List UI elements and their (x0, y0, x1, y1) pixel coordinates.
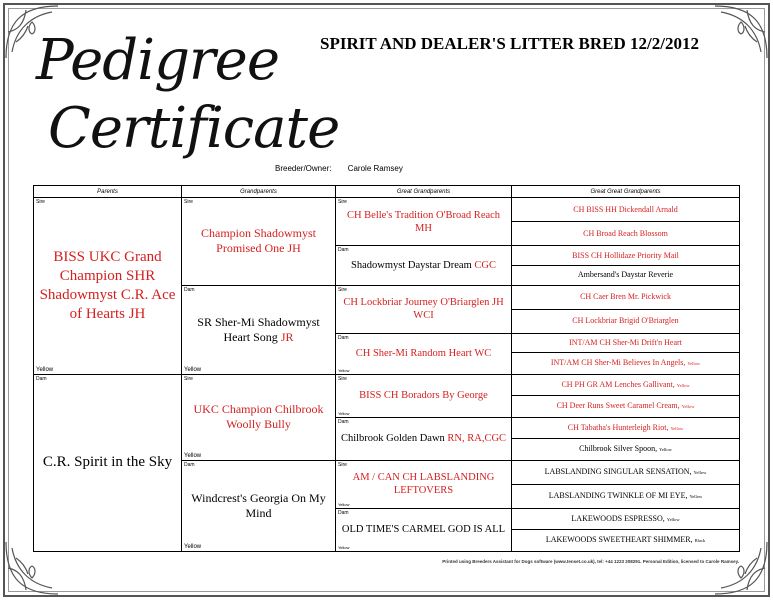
ggg-cell (512, 374, 740, 395)
ggg-cell (512, 309, 740, 333)
ggg-color: Black (694, 538, 706, 544)
header-great-great-grandparents: Great Great Grandparents (512, 186, 740, 198)
great-grandparent-name: Shadowmyst Daystar Dream (351, 259, 472, 271)
ggg-cell (512, 508, 740, 529)
ggg-cell (512, 460, 740, 484)
certificate-title-line-2: Certificate (48, 96, 340, 161)
parent-dam-name: C.R. Spirit in the Sky (42, 454, 173, 471)
title-suffix: CGC (474, 259, 496, 271)
ggg-cell (512, 353, 740, 374)
color-label: Yellow (184, 366, 202, 373)
grandparent-cell (182, 460, 336, 551)
ggg-color: Yellow (689, 493, 703, 499)
sire-tag: Sire (36, 199, 45, 205)
ggg-color: Yellow (659, 447, 672, 452)
grandparent-name: SR Sher-Mi Shadowmyst Heart Song (197, 314, 320, 344)
pedigree-header-row (34, 186, 740, 198)
ggg-name: CH Caer Bren Mr. Pickwick (580, 292, 671, 302)
dam-tag: Dam (184, 461, 195, 468)
great-grandparent-cell (336, 333, 512, 374)
parent-sire-cell (34, 198, 182, 375)
ggg-name: LAKEWOODS SWEETHEART SHIMMER, (545, 535, 693, 545)
dam-tag: Dam (338, 247, 349, 254)
breeder-value: Carole Ramsey (347, 164, 403, 173)
dam-tag: Dam (184, 286, 195, 293)
ggg-color: Yellow (687, 361, 701, 367)
breeder-label: Breeder/Owner: (275, 164, 332, 173)
color-label: Yellow (338, 367, 350, 373)
ggg-name: CH BISS HH Dickendall Arnald (573, 204, 678, 214)
sire-tag: Sire (184, 199, 193, 205)
title-suffix: JR (280, 329, 294, 344)
ggg-cell (512, 396, 740, 417)
corner-ornament-icon (711, 2, 771, 62)
header-parents: Parents (34, 186, 182, 198)
great-grandparent-name: CH Lockbriar Journey O'Briarglen JH WCI (343, 297, 504, 322)
dam-tag: Dam (36, 375, 47, 382)
printed-by-note: Printed using Breeders Assistant for Dogs software (www.tenset.co.uk), tel: +44 1223 208291. Personal Edition, licensed to Carole Ramsey. (442, 559, 739, 564)
color-label: Yellow (338, 501, 350, 507)
ggg-name: CH Deer Runs Sweet Caramel Cream, (556, 401, 680, 411)
sire-tag: Sire (338, 461, 347, 468)
great-grandparent-name: CH Belle's Tradition O'Broad Reach MH (346, 209, 501, 234)
breeder-owner (275, 164, 403, 173)
color-label: Yellow (338, 410, 350, 416)
great-grandparent-cell (336, 374, 512, 417)
sire-tag: Sire (338, 286, 347, 293)
sire-tag: Sire (338, 199, 347, 205)
great-grandparent-name: AM / CAN CH LABSLANDING LEFTOVERS (352, 472, 495, 497)
title-suffix: RN, RA,CGC (447, 433, 507, 445)
ggg-color: Yellow (676, 382, 690, 388)
ggg-name: LABSLANDING SINGULAR SENSATION, (544, 466, 692, 476)
ggg-name: CH PH GR AM Lenches Gallivant, (561, 379, 675, 389)
ggg-name: LAKEWOODS ESPRESSO, (571, 513, 665, 523)
ggg-cell (512, 333, 740, 353)
ggg-name: CH Broad Reach Blossom (583, 228, 668, 238)
header-great-grandparents: Great Grandparents (336, 186, 512, 198)
color-label: Yellow (184, 544, 202, 550)
ggg-cell (512, 285, 740, 309)
ggg-name: CH Tabatha's Hunterleigh Riot, (567, 422, 669, 432)
great-grandparent-cell (336, 417, 512, 460)
ggg-cell (512, 530, 740, 552)
great-grandparent-name: OLD TIME'S CARMEL GOD IS ALL (341, 524, 506, 536)
pedigree-table (33, 185, 740, 552)
great-grandparent-cell (336, 285, 512, 333)
dam-tag: Dam (338, 418, 349, 425)
ggg-cell (512, 417, 740, 438)
ggg-cell (512, 439, 740, 460)
ggg-name: Ambersand's Daystar Reverie (577, 270, 674, 280)
grandparent-cell (182, 285, 336, 374)
grandparent-cell (182, 374, 336, 460)
great-grandparent-name: Chilbrook Golden Dawn (340, 433, 445, 445)
ggg-color: Yellow (670, 425, 684, 431)
color-label: Yellow (338, 545, 350, 550)
ggg-cell (512, 222, 740, 246)
color-label: Yellow (184, 452, 202, 459)
ggg-cell (512, 198, 740, 222)
ggg-name: INT/AM CH Sher-Mi Drift'n Heart (569, 338, 682, 348)
litter-title: SPIRIT AND DEALER'S LITTER BRED 12/2/2012 (320, 34, 699, 53)
sire-tag: Sire (184, 375, 193, 382)
dam-tag: Dam (338, 334, 349, 341)
parent-sire-name: BISS UKC Grand Champion SHR Shadowmyst C.R. Ace of Hearts JH (39, 248, 176, 322)
ggg-cell (512, 246, 740, 266)
ggg-color: Yellow (681, 404, 695, 410)
certificate-title-line-1: Pedigree (36, 28, 279, 93)
header-grandparents: Grandparents (182, 186, 336, 198)
great-grandparent-name: CH Sher-Mi Random Heart WC (355, 348, 492, 360)
grandparent-name: UKC Champion Chilbrook Woolly Bully (193, 402, 324, 432)
ggg-name: CH Lockbriar Brigid O'Briarglen (572, 316, 679, 326)
grandparent-name: Windcrest's Georgia On My Mind (191, 490, 326, 520)
grandparent-name: Champion Shadowmyst Promised One JH (200, 226, 316, 256)
great-grandparent-cell (336, 460, 512, 508)
ggg-color: Yellow (693, 469, 707, 475)
ggg-name: LABSLANDING TWINKLE OF MI EYE, (548, 490, 688, 500)
ggg-name: Chilbrook Silver Spoon, (579, 444, 658, 453)
great-grandparent-cell (336, 246, 512, 285)
dam-tag: Dam (338, 509, 349, 516)
sire-tag: Sire (338, 375, 347, 382)
ggg-cell (512, 265, 740, 285)
ggg-name: INT/AM CH Sher-Mi Believes In Angels, (550, 358, 686, 368)
great-grandparent-cell (336, 198, 512, 246)
great-grandparent-name: BISS CH Boradors By George (359, 390, 488, 402)
great-grandparent-cell (336, 508, 512, 551)
ggg-name: BISS CH Hollidaze Priority Mail (572, 250, 679, 260)
ggg-color: Yellow (666, 516, 680, 522)
ggg-cell (512, 484, 740, 508)
parent-dam-cell (34, 374, 182, 551)
color-label: Yellow (36, 366, 54, 373)
grandparent-cell (182, 198, 336, 286)
